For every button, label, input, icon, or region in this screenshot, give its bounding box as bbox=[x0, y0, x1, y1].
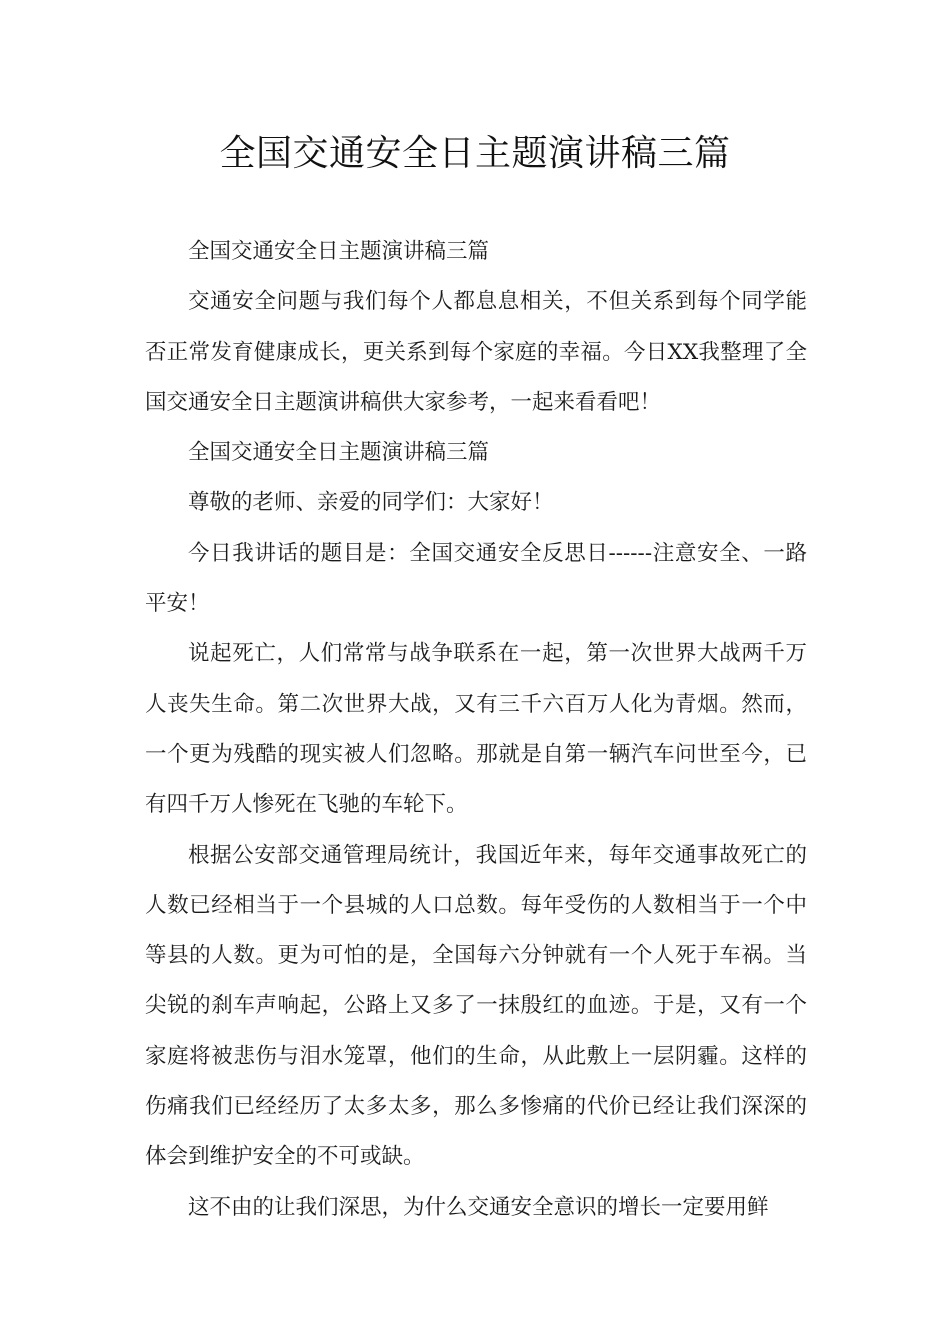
paragraph: 根据公安部交通管理局统计，我国近年来，每年交通事故死亡的人数已经相当于一个县城的人口总数。每年受伤的人数相当于一个中等县的人数。更为可怕的是，全国每六分钟就有一个人死于车祸。当尖锐的刹车声响起，公路上又多了一抹殷红的血迹。于是，又有一个家庭将被悲伤与泪水笼罩，他们的生命，从此敷上一层阴霾。这样的伤痛我们已经经历了太多太多，那么多惨痛的代价已经让我们深深的体会到维护安全的不可或缺。 bbox=[145, 842, 807, 1170]
paragraph: 今日我讲话的题目是：全国交通安全反思日------注意安全、一路平安！ bbox=[145, 540, 807, 617]
paragraph: 说起死亡，人们常常与战争联系在一起，第一次世界大战两千万人丧失生命。第二次世界大战，又有三千六百万人化为青烟。然而，一个更为残酷的现实被人们忽略。那就是自第一辆汽车问世至今，已有四千万人惨死在飞驰的车轮下。 bbox=[145, 641, 807, 818]
document-title: 全国交通安全日主题演讲稿三篇 bbox=[219, 133, 731, 174]
paragraph: 交通安全问题与我们每个人都息息相关，不但关系到每个同学能否正常发育健康成长，更关系到每个家庭的幸福。今日XX我整理了全国交通安全日主题演讲稿供大家参考，一起来看看吧！ bbox=[145, 289, 807, 415]
paragraph: 这不由的让我们深思，为什么交通安全意识的增长一定要用鲜 bbox=[188, 1194, 769, 1220]
document-body bbox=[145, 227, 807, 1233]
paragraph: 尊敬的老师、亲爱的同学们：大家好！ bbox=[188, 490, 554, 516]
paragraph: 全国交通安全日主题演讲稿三篇 bbox=[188, 440, 490, 466]
paragraph: 全国交通安全日主题演讲稿三篇 bbox=[188, 239, 490, 264]
